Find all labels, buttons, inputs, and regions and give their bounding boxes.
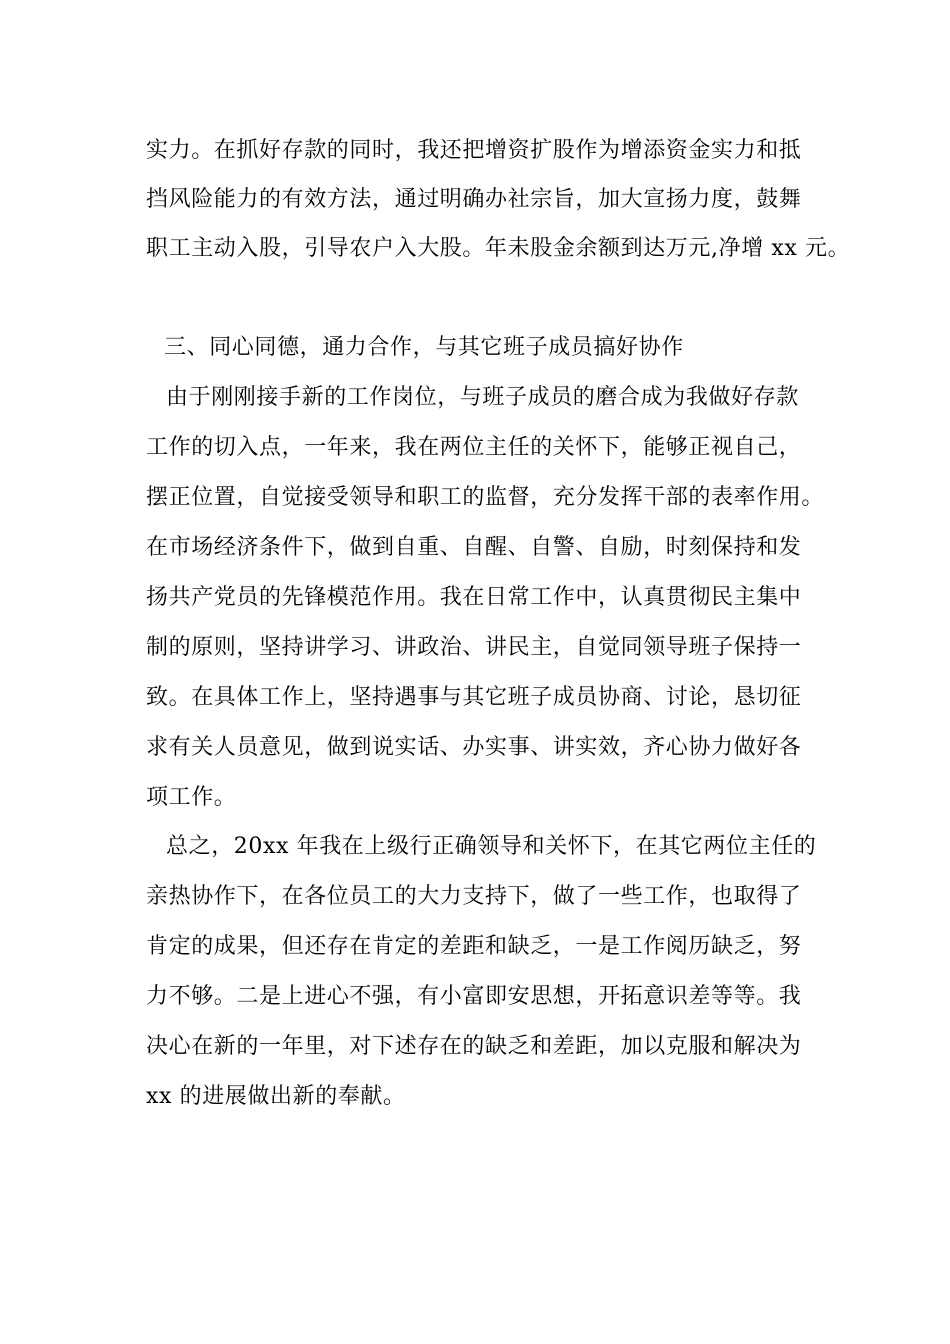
paragraph-line: xx 的进展做出新的奉献。 bbox=[146, 1084, 406, 1109]
paragraph-line: 总之，20xx 年我在上级行正确领导和关怀下，在其它两位主任的 bbox=[166, 834, 817, 859]
paragraph-line: 决心在新的一年里，对下述存在的缺乏和差距，加以克服和解决为 bbox=[146, 1034, 802, 1059]
paragraph-line: 项工作。 bbox=[146, 785, 237, 810]
paragraph-line: 制的原则，坚持讲学习、讲政治、讲民主，自觉同领导班子保持一 bbox=[146, 635, 802, 660]
paragraph-line: 工作的切入点，一年来，我在两位主任的关怀下，能够正视自己， bbox=[146, 435, 802, 460]
paragraph-line: 实力。在抓好存款的同时，我还把增资扩股作为增添资金实力和抵 bbox=[146, 138, 802, 163]
paragraph-line: 致。在具体工作上，坚持遇事与其它班子成员协商、讨论，恳切征 bbox=[146, 685, 802, 710]
paragraph-line: 扬共产党员的先锋模范作用。我在日常工作中，认真贯彻民主集中 bbox=[146, 585, 802, 610]
paragraph-line: 挡风险能力的有效方法，通过明确办社宗旨，加大宣扬力度，鼓舞 bbox=[146, 187, 802, 212]
paragraph-line: 职工主动入股，引导农户入大股。年未股金余额到达万元,净增 xx 元。 bbox=[146, 236, 851, 261]
paragraph-line: 在市场经济条件下，做到自重、自醒、自警、自励，时刻保持和发 bbox=[146, 535, 802, 560]
paragraph-line: 由于刚刚接手新的工作岗位，与班子成员的磨合成为我做好存款 bbox=[166, 385, 799, 410]
paragraph-line: 摆正位置，自觉接受领导和职工的监督，充分发挥干部的表率作用。 bbox=[146, 485, 825, 510]
paragraph-line: 亲热协作下，在各位员工的大力支持下，做了一些工作，也取得了 bbox=[146, 884, 802, 909]
section-heading: 三、同心同德，通力合作，与其它班子成员搞好协作 bbox=[164, 335, 684, 360]
paragraph-line: 求有关人员意见，做到说实话、办实事、讲实效，齐心协力做好各 bbox=[146, 735, 802, 760]
paragraph-line: 肯定的成果，但还存在肯定的差距和缺乏，一是工作阅历缺乏，努 bbox=[146, 934, 802, 959]
paragraph-line: 力不够。二是上进心不强，有小富即安思想，开拓意识差等等。我 bbox=[146, 984, 802, 1009]
